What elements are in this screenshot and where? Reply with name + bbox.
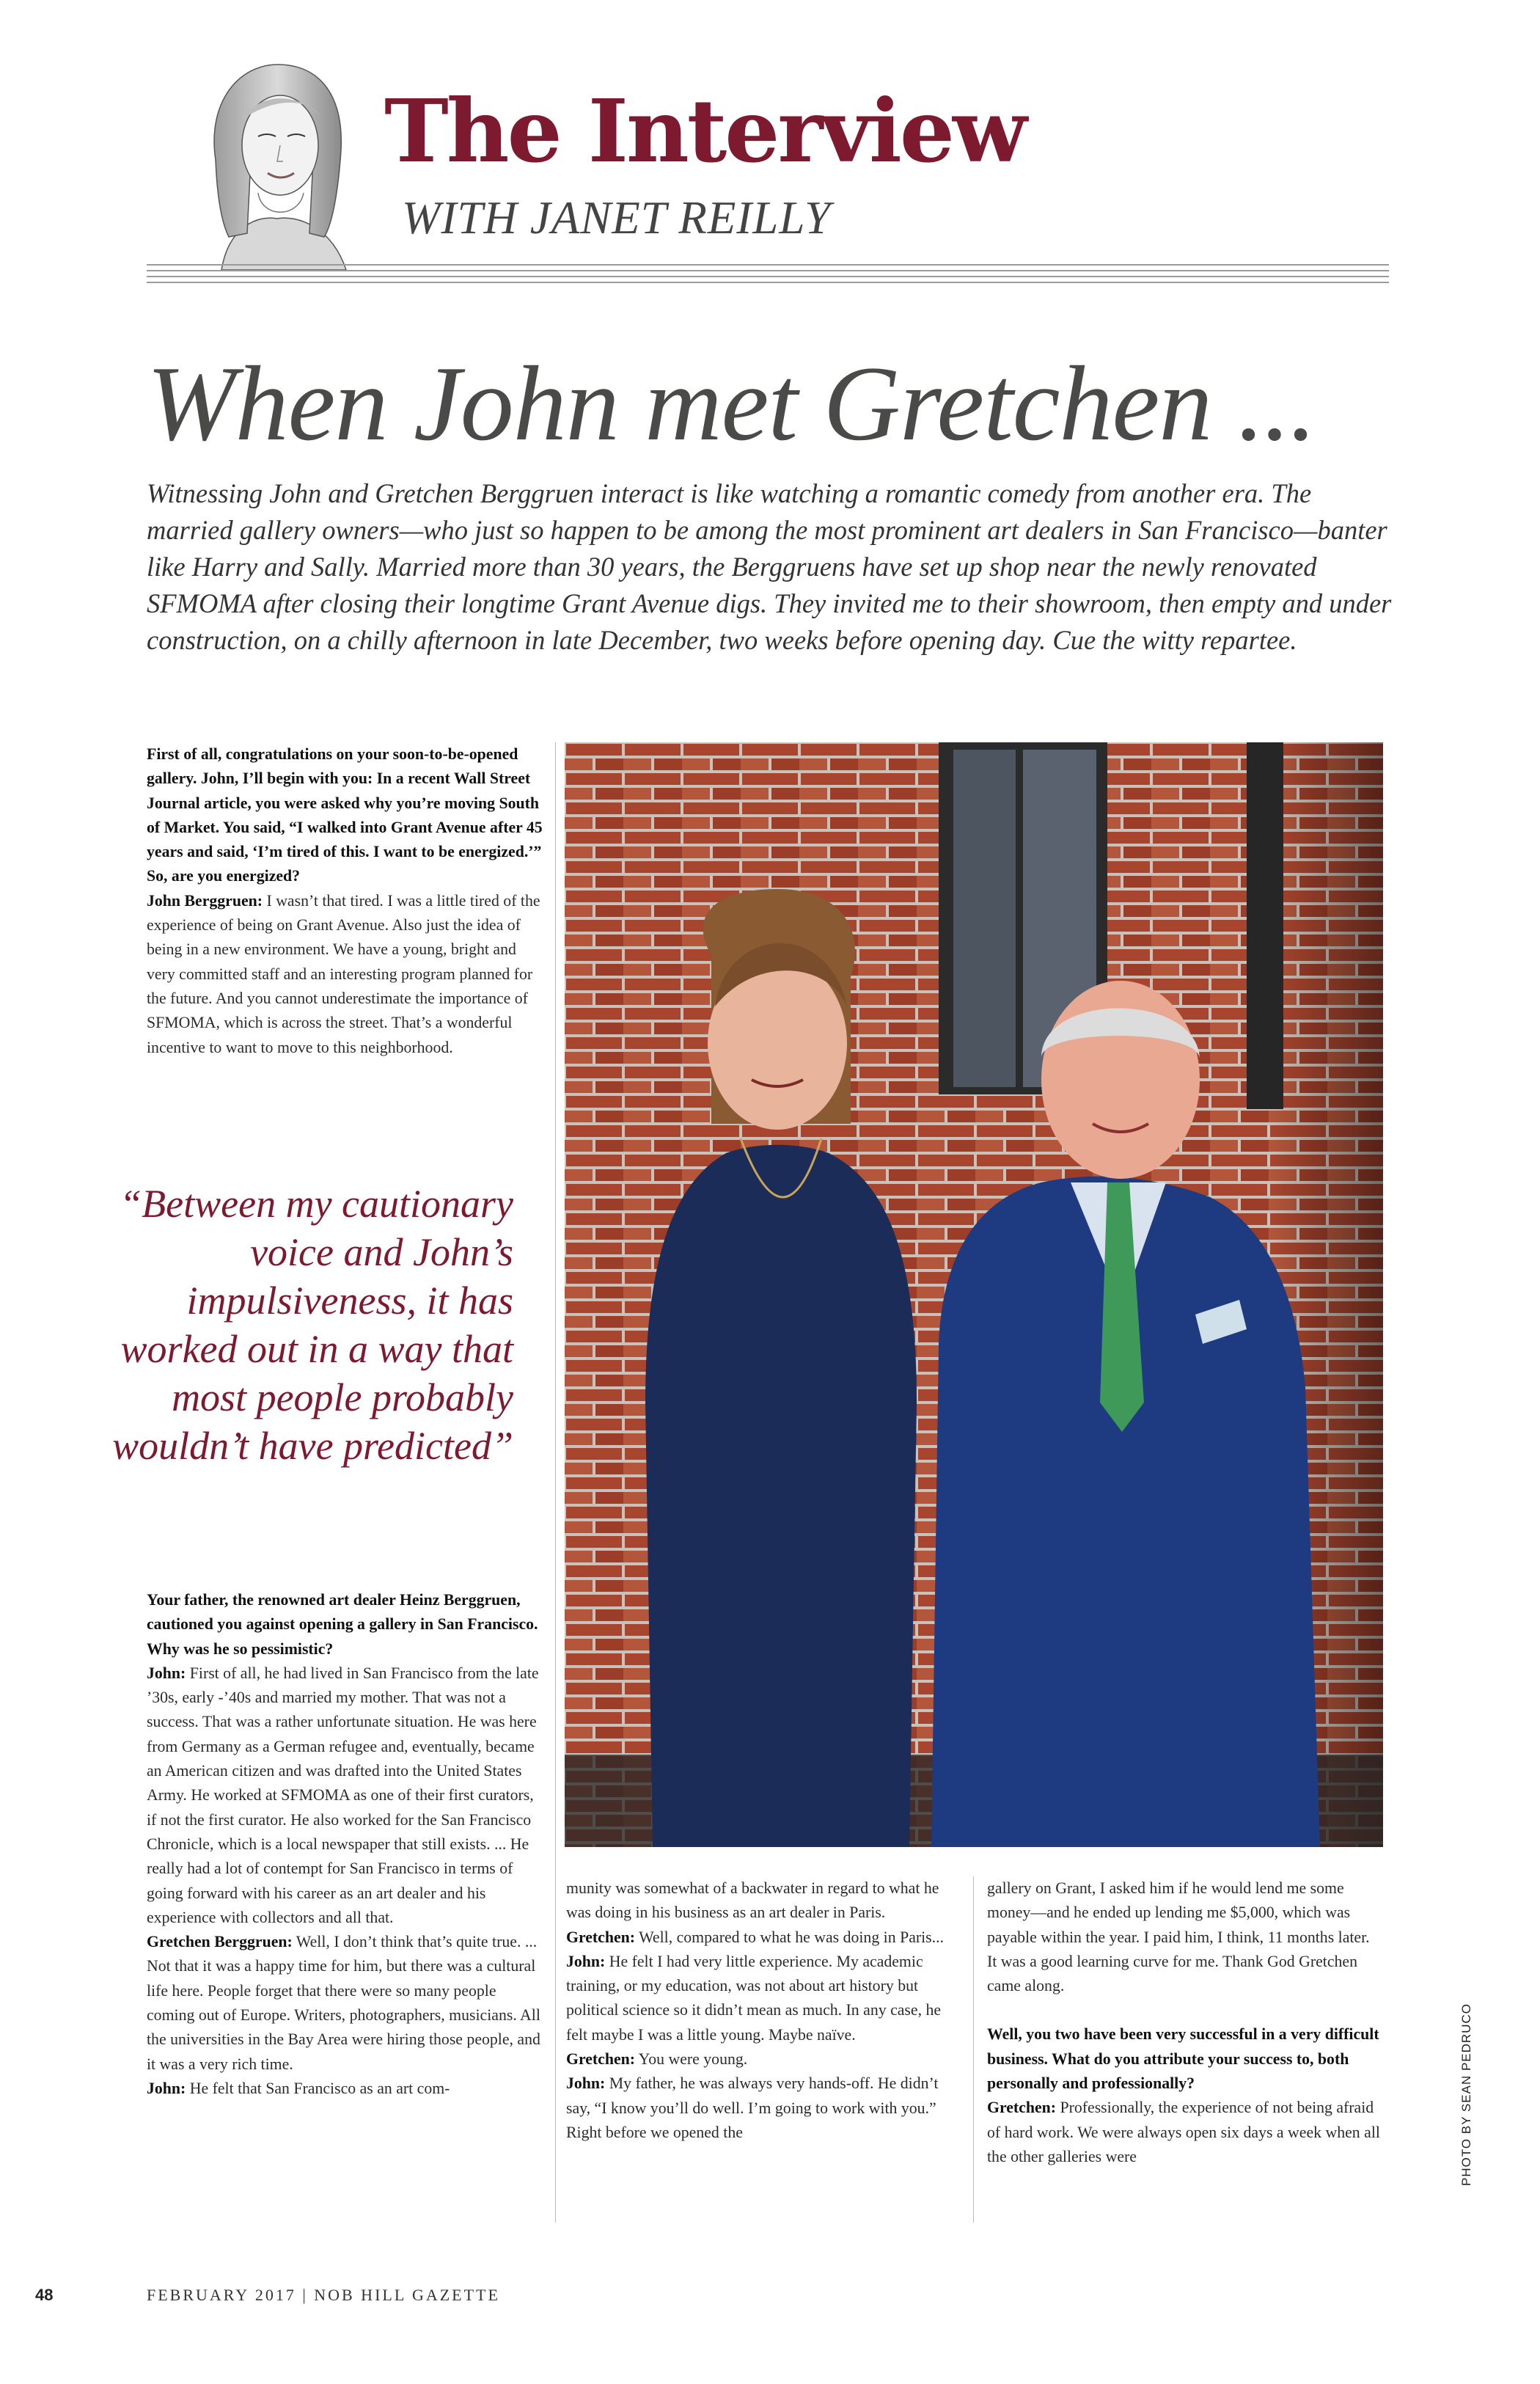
- answer-text: Well, compared to what he was doing in Paris...: [635, 1928, 945, 1946]
- interview-question: Your father, the renowned art dealer Heinz Berggruen, cautioned you against opening a gallery in San Francisco. Why was he so pessimistic?: [147, 1591, 538, 1658]
- speaker-label: John:: [147, 2079, 186, 2097]
- speaker-label: John:: [566, 2074, 606, 2093]
- column-divider: [973, 1876, 974, 2223]
- photo-credit: PHOTO BY SEAN PEDRUCO: [1459, 2003, 1473, 2186]
- couple-photo: [565, 742, 1383, 1847]
- speaker-label: John:: [147, 1664, 186, 1682]
- body-column-right: [987, 1876, 1383, 2169]
- speaker-label: Gretchen:: [566, 1928, 636, 1946]
- pull-quote: “Between my cautionary voice and John’s impulsiveness, it has worked out in a way that most people probably wouldn’t have predicted”: [112, 1182, 513, 1468]
- columnist-portrait-illustration: [170, 50, 384, 270]
- answer-text: My father, he was always very hands-off. He didn’t say, “I know you’ll do well. I’m going to work with you.” Right before we opened the: [566, 2074, 939, 2141]
- speaker-label: John:: [566, 1952, 606, 1970]
- answer-text: First of all, he had lived in San Francisco from the late ’30s, early -’40s and married my mother. That was not a success. That was a rather unfortunate situation. He was here from Germany as a German refugee and, eventually, became an American citizen and was drafted into the United States Army. He worked at SFMOMA as one of their first curators, if not the first curator. He also worked for the San Francisco Chronicle, which is a local newspaper that still exists. ... He really had a lot of contempt for San Francisco in terms of going forward with his career as an art dealer and his experience with collectors and all that.: [147, 1664, 539, 1926]
- column-subtitle: WITH JANET REILLY: [402, 192, 832, 244]
- body-column-left-bottom: [147, 1588, 543, 2101]
- answer-text: Well, I don’t think that’s quite true. ... Not that it was a happy time for him, but there was a cultural life here. People forget that there were so many people coming out of Europe. Writers, photographers, musicians. All the universities in the Bay Area were hiring those people, and it was a very rich time.: [147, 1933, 540, 2073]
- speaker-label: John Berggruen:: [147, 891, 263, 910]
- body-column-left-top: [147, 742, 543, 1060]
- speaker-label: Gretchen Berggruen:: [147, 1933, 293, 1951]
- answer-text: I wasn’t that tired. I was a little tired of the experience of being on Grant Avenue. Also just the idea of being in a new environment. We have a young, bright and very committed staff and an interesting program planned for the future. And you cannot underestimate the importance of SFMOMA, which is across the street. That’s a wonderful incentive to want to move to this neighborhood.: [147, 891, 540, 1056]
- speaker-label: Gretchen:: [566, 2050, 636, 2069]
- answer-text: He felt I had very little experience. My academic training, or my education, was not about art history but political science so it didn’t mean as much. In any case, he felt maybe I was a little young. Maybe naïve.: [566, 1952, 942, 2044]
- column-divider: [555, 742, 556, 2223]
- answer-text: gallery on Grant, I asked him if he would lend me some money—and he ended up lending me $5,000, which was payable within the year. I paid him, I think, 11 months later. It was a good learning curve for me. Thank God Gretchen came along.: [987, 1879, 1370, 1995]
- header-rules: [147, 264, 1389, 288]
- answer-text: Professionally, the experience of not being afraid of hard work. We were always open six days a week when all the other galleries were: [987, 2099, 1380, 2165]
- speaker-label: Gretchen:: [987, 2099, 1057, 2117]
- article-dek: Witnessing John and Gretchen Berggruen interact is like watching a romantic comedy from another era. The married gallery owners—who just so happen to be among the most prominent art dealers in San Francisco—banter like Harry and Sally. Married more than 30 years, the Berggruens have set up shop near the newly renovated SFMOMA after closing their longtime Grant Avenue digs. They invited me to their showroom, then empty and under construction, on a chilly afternoon in late December, two weeks before opening day. Cue the witty repartee.: [147, 478, 1392, 655]
- publication-footer: FEBRUARY 2017 | NOB HILL GAZETTE: [147, 2286, 500, 2304]
- answer-text: He felt that San Francisco as an art com-: [186, 2079, 450, 2097]
- body-column-middle: [566, 1876, 958, 2145]
- page-number: 48: [35, 2286, 54, 2304]
- interview-question: Well, you two have been very successful in a very difficult business. What do you attribute your success to, both personally and professionally?: [987, 2025, 1379, 2093]
- answer-text: munity was somewhat of a backwater in regard to what he was doing in his business as an art dealer in Paris.: [566, 1879, 939, 1922]
- answer-text: You were young.: [635, 2050, 748, 2069]
- article-headline: When John met Gretchen ...: [147, 344, 1316, 463]
- column-title: The Interview: [384, 80, 1025, 182]
- interview-question: First of all, congratulations on your soon-to-be-opened gallery. John, I’ll begin with you: In a recent Wall Street Journal article, you were asked why you’re moving South of Market. You said, “I walked into Grant Avenue after 45 years and said, ‘I’m tired of this. I want to be energized.’” So, are you energized?: [147, 745, 543, 885]
